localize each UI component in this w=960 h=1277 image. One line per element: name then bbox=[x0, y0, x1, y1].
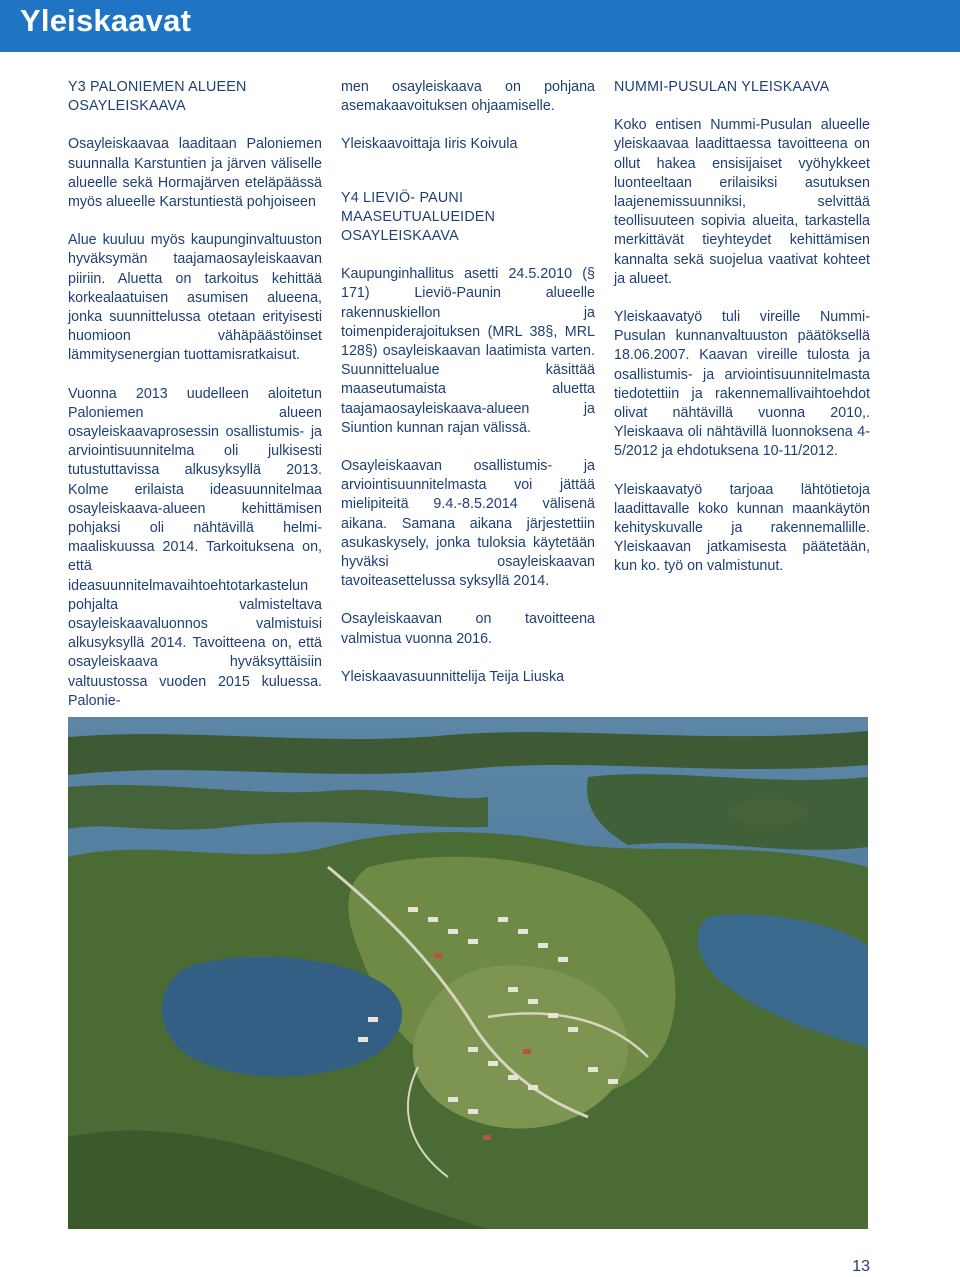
paragraph: Kaupunginhallitus asetti 24.5.2010 (§ 171) Lieviö-Paunin alueelle rakennuskiellon ja toimenpiderajoituksen (MRL 38§, MRL 128§) osayleiskaavan laatimista varten. Suunnittelualue käsittää maaseutumaista aluetta taajamaosayleiskaava-alueen ja Siuntion kunnan rajan välissä. bbox=[341, 266, 595, 436]
paragraph: Osayleiskaavan on tavoitteena valmistua vuonna 2016. bbox=[341, 611, 595, 647]
author-line: Yleiskaavasuunnittelija Teija Liuska bbox=[341, 668, 565, 685]
column-paloniemi bbox=[68, 78, 322, 711]
page-header bbox=[0, 0, 960, 52]
paragraph: Koko entisen Nummi-Pusulan alueelle yleiskaavaa laadittaessa tavoitteena on ollut hakea ensisijaiset vyöhykkeet luonteeltaan erilaisiksi asutuksen laajenemissuunniksi, selvittää teollisuuteen sopivia alueita, tarkastella merkittävät tieyhteydet kehittämisen kannalta sekä suojelua vaativat kohteet ja alueet. bbox=[614, 117, 870, 287]
paragraph: Yleiskaavatyö tuli vireille Nummi-Pusulan kunnanvaltuuston päätöksellä 18.06.2007. Kaavan vireille tulosta ja osallistumis- ja arviointisuunnitelmasta tiedotettiin ja rakennemallivaihtoehdot olivat nähtävillä vuonna 2010,. Yleiskaava oli nähtävillä luonnoksena 4-5/2012 ja ehdotuksena 10-11/2012. bbox=[614, 309, 870, 460]
page-number: 13 bbox=[852, 1258, 870, 1275]
paragraph: Vuonna 2013 uudelleen aloitetun Paloniemen alueen osayleiskaavaprosessin osallistumis- ja arviointisuunnitelma oli julkisesti tutustuttavissa alkusyksyllä 2013. Kolme erilaista ideasuunnitelmaa osayleiskaava-alueen kehittämisen pohjaksi oli nähtävillä helmi-maaliskuussa 2014. Tarkoituksena on, että ideasuunnitelmavaihtoehtotarkastelun pohjalta valmisteltava osayleiskaavaluonnos valmistuisi alkusyksyllä 2014. Tavoitteena on, että osayleiskaava hyväksyttäisiin valtuustossa vuoden 2015 kuluessa. Palonie- bbox=[68, 385, 322, 709]
paragraph: men osayleiskaava on pohjana asemakaavoituksen ohjaamiselle. bbox=[341, 79, 595, 115]
section-heading-y4: Y4 LIEVIÖ- PAUNI MAASEUTUALUEIDEN OSAYLEISKAAVA bbox=[341, 189, 496, 245]
paragraph: Osayleiskaavan osallistumis- ja arviointisuunnitelmasta voi jättää mielipiteitä 9.4.-8.5.2014 välisenä aikana. Samana aikana järjestettiin asukaskysely, jonka tuloksia käytetään hyväksi osayleiskaavan tavoiteasettelussa syksyllä 2014. bbox=[341, 458, 595, 590]
section-heading-y3: Y3 PALONIEMEN ALUEEN OSAYLEISKAAVA bbox=[68, 79, 247, 115]
author-line: Yleiskaavoittaja Iiris Koivula bbox=[341, 136, 518, 153]
aerial-photo bbox=[68, 717, 868, 1229]
page-title: Yleiskaavat bbox=[20, 3, 192, 38]
section-heading-nummi-pusula: NUMMI-PUSULAN YLEISKAAVA bbox=[614, 79, 830, 95]
paragraph: Alue kuuluu myös kaupunginvaltuuston hyväksymän taajamaosayleiskaavan piiriin. Aluetta on tarkoitus kehittää korkealaatuisen asumisen alueena, jonka suunnittelussa otetaan erityisesti huomioon vähäpäästöinset lämmitysenergian tuottamisratkaisut. bbox=[68, 232, 322, 364]
paragraph: Osayleiskaavaa laaditaan Paloniemen suunnalla Karstuntien ja järven väliselle alueelle sekä Hormajärven eteläpäässä myös alueelle Karstuntiestä pohjoiseen bbox=[68, 136, 322, 211]
column-nummi-pusula bbox=[614, 78, 870, 577]
column-lievio-pauni bbox=[341, 78, 595, 687]
paragraph: Yleiskaavatyö tarjoaa lähtötietoja laadittavalle koko kunnan maankäytön kehityskuvalle ja rakennemallille. Yleiskaavan jatkamisesta päätetään, kun ko. työ on valmistunut. bbox=[614, 481, 870, 575]
